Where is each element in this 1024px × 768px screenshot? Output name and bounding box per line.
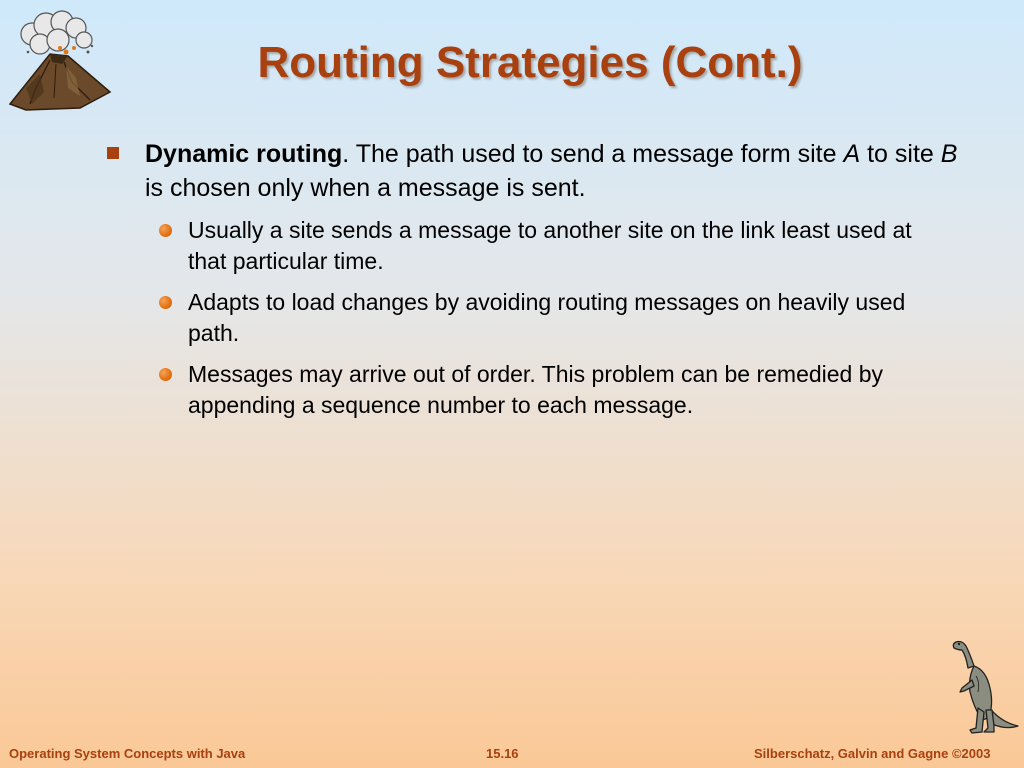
dinosaur-icon [948,636,1022,736]
bullet-dynamic-routing [104,137,964,205]
volcano-icon [6,8,114,114]
bullet-text-2: to site [860,140,941,168]
footer-copyright: Silberschatz, Galvin and Gagne ©2003 [754,746,991,761]
round-bullet-icon [159,368,172,381]
bullet-text-1: . The path used to send a message form site [342,140,844,168]
round-bullet-icon [159,224,172,237]
sub-bullet-text: Adapts to load changes by avoiding routing messages on heavily used path. [188,289,906,346]
sub-bullet-text: Usually a site sends a message to another site on the link least used at that particular time. [188,217,912,274]
bullet-term: Dynamic routing [145,140,343,168]
slide-title: Routing Strategies (Cont.) [257,38,803,87]
footer-page-number: 15.16 [486,746,519,761]
square-bullet-icon [107,147,119,159]
site-a-label: A [843,140,861,168]
sub-bullet-item [104,359,948,421]
sub-bullet-text: Messages may arrive out of order. This problem can be remedied by appending a sequence number to each message. [188,361,884,418]
footer-book-title: Operating System Concepts with Java [9,746,246,761]
slide-content [104,137,964,431]
bullet-text-3: is chosen only when a message is sent. [145,174,586,202]
site-b-label: B [940,140,958,168]
sub-bullet-item [104,287,948,349]
sub-bullet-list [104,215,964,421]
round-bullet-icon [159,296,172,309]
sub-bullet-item [104,215,948,277]
